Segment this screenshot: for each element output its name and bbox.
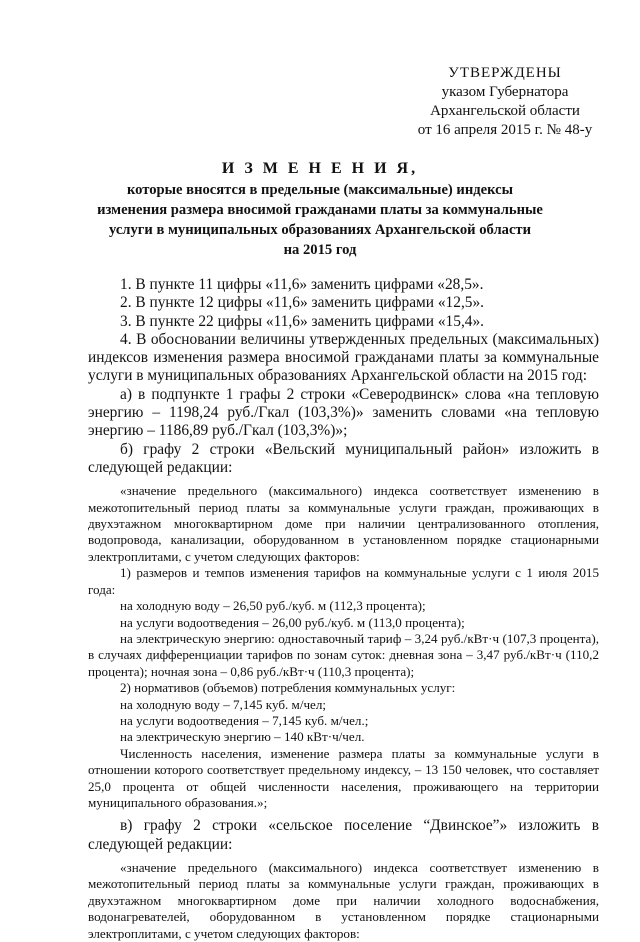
title-line: изменения размера вносимой гражданами платы за коммунальные <box>97 202 543 218</box>
item-1: 1. В пункте 11 цифры «11,6» заменить цифрами «28,5». <box>120 276 484 293</box>
title-main: И З М Е Н Е Н И Я, <box>221 160 419 177</box>
document-body <box>88 276 599 942</box>
quote-intro: «значение предельного (максимального) индекса соответствует изменению в межотопительный период платы за коммунальные услуги граждан, проживающих в двухэтажном многоквартирном доме при наличии централизованного отопления, водопровода, канализации, оборудованном в установленном порядке стационарными электроплитами, с учетом следующих факторов: <box>88 483 599 564</box>
quote-dvinskoe <box>88 860 599 942</box>
approval-date: от 16 апреля 2015 г. № 48-у <box>417 122 593 138</box>
quote-intro: «значение предельного (максимального) индекса соответствует изменению в межотопительный период платы за коммунальные услуги граждан, проживающих в двухэтажном многоквартирном доме при наличии холодного водоснабжения, водонагревателей, оборудованном в установленном порядке стационарными электроплитами, с учетом следующих факторов: <box>88 859 599 941</box>
tariff-water: на холодную воду – 26,50 руб./куб. м (112,3 процента); <box>120 598 426 614</box>
approval-stamp <box>380 64 630 140</box>
title-line: на 2015 год <box>283 242 357 258</box>
approval-line: Архангельской области <box>430 103 580 119</box>
item-4c: в) графу 2 строки «сельское поселение “Двинское”» изложить в следующей редакции: <box>88 817 599 853</box>
norm-water: на холодную воду – 7,145 куб. м/чел; <box>120 696 327 712</box>
factor-2: 2) нормативов (объемов) потребления коммунальных услуг: <box>120 680 456 696</box>
title-line: которые вносятся в предельные (максимальные) индексы <box>126 182 514 198</box>
item-4: 4. В обосновании величины утвержденных предельных (максимальных) индексов изменения размера вносимой гражданами платы за коммунальные услуги в муниципальных образованиях Архангельской области на 2015 год: <box>88 330 599 385</box>
item-3: 3. В пункте 22 цифры «11,6» заменить цифрами «15,4». <box>120 312 485 330</box>
norm-electricity: на электрическую энергию – 140 кВт·ч/чел. <box>120 729 365 745</box>
approval-heading: УТВЕРЖДЕНЫ <box>448 65 562 81</box>
factor-1: 1) размеров и темпов изменения тарифов на коммунальные услуги с 1 июля 2015 года: <box>88 565 599 597</box>
quote-velsky <box>88 483 599 811</box>
item-4a: а) в подпункте 1 графы 2 строки «Северодвинск» слова «на тепловую энергию – 1198,24 руб./Гкал (103,3%)» заменить словами «на тепловую энергию – 1186,89 руб./Гкал (103,3%)»; <box>88 385 599 440</box>
approval-line: указом Губернатора <box>441 84 569 100</box>
title-line: услуги в муниципальных образованиях Архангельской области <box>108 222 532 238</box>
item-4b: б) графу 2 строки «Вельский муниципальный район» изложить в следующей редакции: <box>88 440 599 476</box>
tariff-electricity: на электрическую энергию: одноставочный тариф – 3,24 руб./кВт·ч (107,3 процента), в случаях дифференциации тарифов по зонам суток: дневная зона – 3,47 руб./кВт·ч (110,2 процента); ночная зона – 0,86 руб./кВт·ч (110,3 процента); <box>88 630 599 679</box>
norm-drainage: на услуги водоотведения – 7,145 куб. м/чел.; <box>120 712 369 728</box>
document-title <box>0 158 640 260</box>
tariff-drainage: на услуги водоотведения – 26,00 руб./куб. м (113,0 процента); <box>120 614 465 630</box>
population-note: Численность населения, изменение размера платы за коммунальные услуги в отношении которого соответствует предельному индексу, – 13 150 человек, что составляет 25,0 процента от общей численности населения, проживающего на территории муниципального образования.»; <box>88 745 599 810</box>
item-2: 2. В пункте 12 цифры «11,6» заменить цифрами «12,5». <box>120 294 485 312</box>
